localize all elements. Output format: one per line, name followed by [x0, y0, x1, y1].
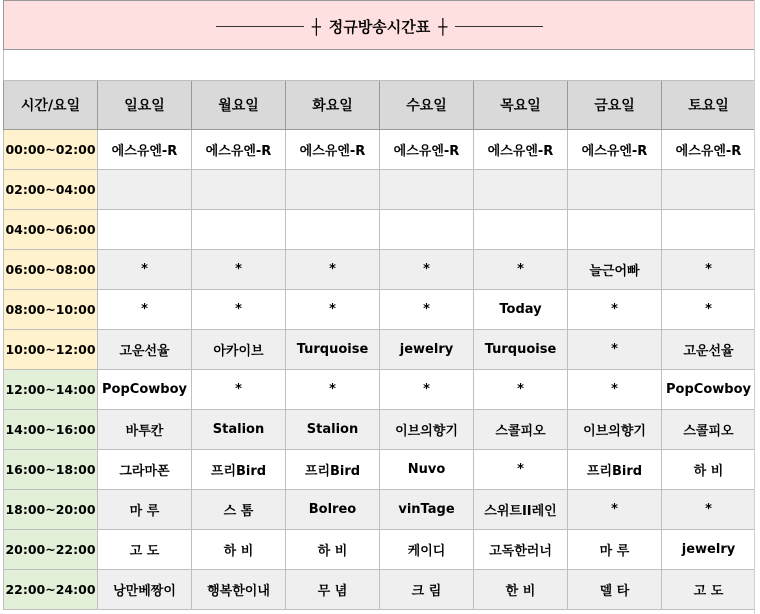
table-row	[4, 570, 756, 610]
table-row	[4, 370, 756, 410]
program-cell[interactable]: 이브의향기	[568, 410, 662, 450]
program-cell[interactable]: 바투칸	[98, 410, 192, 450]
program-cell[interactable]: 마 루	[568, 530, 662, 570]
program-cell[interactable]: *	[568, 330, 662, 370]
program-cell[interactable]: 고운선율	[662, 330, 756, 370]
table-row	[4, 290, 756, 330]
time-slot-cell[interactable]: 14:00~16:00	[4, 410, 98, 450]
table-row	[4, 330, 756, 370]
program-cell[interactable]: 무 념	[286, 570, 380, 610]
table-row	[4, 410, 756, 450]
program-cell[interactable]: 프리Bird	[286, 450, 380, 490]
page-title: 정규방송시간표	[328, 18, 431, 36]
program-cell[interactable]: *	[286, 290, 380, 330]
program-cell[interactable]	[286, 170, 380, 210]
header-day[interactable]: 토요일	[662, 81, 756, 130]
schedule-table	[3, 0, 756, 610]
program-cell[interactable]	[286, 210, 380, 250]
program-cell[interactable]	[192, 170, 286, 210]
time-slot-cell[interactable]: 04:00~06:00	[4, 210, 98, 250]
time-slot-cell[interactable]: 06:00~08:00	[4, 250, 98, 290]
program-cell[interactable]: *	[662, 250, 756, 290]
program-cell[interactable]	[192, 210, 286, 250]
program-cell[interactable]: 크 림	[380, 570, 474, 610]
program-cell[interactable]: *	[98, 250, 192, 290]
blank-cell[interactable]	[4, 50, 756, 81]
time-slot-cell[interactable]: 18:00~20:00	[4, 490, 98, 530]
program-cell[interactable]: vinTage	[380, 490, 474, 530]
table-row	[4, 210, 756, 250]
program-cell[interactable]: 스콜피오	[662, 410, 756, 450]
program-cell[interactable]: *	[662, 490, 756, 530]
time-slot-cell[interactable]: 16:00~18:00	[4, 450, 98, 490]
program-cell[interactable]: *	[568, 290, 662, 330]
program-cell[interactable]: *	[192, 370, 286, 410]
table-row	[4, 250, 756, 290]
program-cell[interactable]	[98, 210, 192, 250]
program-cell[interactable]: 하 비	[662, 450, 756, 490]
program-cell[interactable]	[474, 170, 568, 210]
program-cell[interactable]: PopCowboy	[98, 370, 192, 410]
title-cell[interactable]	[4, 1, 756, 50]
program-cell[interactable]: 하 비	[192, 530, 286, 570]
header-corner[interactable]: 시간/요일	[4, 81, 98, 130]
header-day[interactable]: 수요일	[380, 81, 474, 130]
program-cell[interactable]: *	[568, 490, 662, 530]
table-row	[4, 450, 756, 490]
program-cell[interactable]	[380, 210, 474, 250]
program-cell[interactable]: 낭만베짱이	[98, 570, 192, 610]
program-cell[interactable]	[568, 170, 662, 210]
program-cell[interactable]: 고 도	[662, 570, 756, 610]
header-day[interactable]: 목요일	[474, 81, 568, 130]
program-cell[interactable]	[662, 210, 756, 250]
program-cell[interactable]: *	[380, 290, 474, 330]
program-cell[interactable]	[662, 170, 756, 210]
header-day[interactable]: 화요일	[286, 81, 380, 130]
program-cell[interactable]: 마 루	[98, 490, 192, 530]
program-cell[interactable]: 에스유엔-R	[286, 130, 380, 170]
title-left-rule	[216, 26, 304, 27]
program-cell[interactable]: 델 타	[568, 570, 662, 610]
program-cell[interactable]: 스콜피오	[474, 410, 568, 450]
time-slot-cell[interactable]: 12:00~14:00	[4, 370, 98, 410]
program-cell[interactable]: Today	[474, 290, 568, 330]
table-row	[4, 490, 756, 530]
time-slot-cell[interactable]: 00:00~02:00	[4, 130, 98, 170]
program-cell[interactable]	[98, 170, 192, 210]
program-cell[interactable]: *	[662, 290, 756, 330]
table-row	[4, 130, 756, 170]
program-cell[interactable]: 고운선율	[98, 330, 192, 370]
program-cell[interactable]: 고독한러너	[474, 530, 568, 570]
program-cell[interactable]: *	[98, 290, 192, 330]
program-cell[interactable]: 에스유엔-R	[380, 130, 474, 170]
program-cell[interactable]: *	[474, 250, 568, 290]
program-cell[interactable]: 에스유엔-R	[568, 130, 662, 170]
header-day[interactable]: 월요일	[192, 81, 286, 130]
program-cell[interactable]: *	[474, 370, 568, 410]
program-cell[interactable]	[568, 210, 662, 250]
program-cell[interactable]: 행복한이내	[192, 570, 286, 610]
program-cell[interactable]: *	[192, 290, 286, 330]
program-cell[interactable]: 늘근어빠	[568, 250, 662, 290]
program-cell[interactable]: 한 비	[474, 570, 568, 610]
program-cell[interactable]: 에스유엔-R	[474, 130, 568, 170]
program-cell[interactable]: *	[286, 370, 380, 410]
time-slot-cell[interactable]: 08:00~10:00	[4, 290, 98, 330]
program-cell[interactable]: Turquoise	[474, 330, 568, 370]
time-slot-cell[interactable]: 10:00~12:00	[4, 330, 98, 370]
program-cell[interactable]: *	[380, 250, 474, 290]
program-cell[interactable]: 프리Bird	[568, 450, 662, 490]
program-cell[interactable]: 스위트II레인	[474, 490, 568, 530]
program-cell[interactable]: Stalion	[286, 410, 380, 450]
program-cell[interactable]: Bolreo	[286, 490, 380, 530]
table-row	[4, 530, 756, 570]
program-cell[interactable]: jewelry	[380, 330, 474, 370]
program-cell[interactable]: 케이디	[380, 530, 474, 570]
program-cell[interactable]: *	[286, 250, 380, 290]
program-cell[interactable]: Stalion	[192, 410, 286, 450]
program-cell[interactable]: 하 비	[286, 530, 380, 570]
time-slot-cell[interactable]: 22:00~24:00	[4, 570, 98, 610]
program-cell[interactable]: 고 도	[98, 530, 192, 570]
table-row	[4, 170, 756, 210]
program-cell[interactable]: 아카이브	[192, 330, 286, 370]
program-cell[interactable]: PopCowboy	[662, 370, 756, 410]
title-right-rule	[455, 26, 543, 27]
program-cell[interactable]: *	[380, 370, 474, 410]
header-day[interactable]: 금요일	[568, 81, 662, 130]
program-cell[interactable]: 프리Bird	[192, 450, 286, 490]
program-cell[interactable]: jewelry	[662, 530, 756, 570]
time-slot-cell[interactable]: 20:00~22:00	[4, 530, 98, 570]
program-cell[interactable]: 그라마폰	[98, 450, 192, 490]
program-cell[interactable]: 이브의향기	[380, 410, 474, 450]
program-cell[interactable]: *	[474, 450, 568, 490]
program-cell[interactable]: Nuvo	[380, 450, 474, 490]
program-cell[interactable]	[380, 170, 474, 210]
title-left-cross-icon: ┼	[311, 17, 321, 36]
program-cell[interactable]: 에스유엔-R	[98, 130, 192, 170]
program-cell[interactable]: 에스유엔-R	[662, 130, 756, 170]
program-cell[interactable]: *	[192, 250, 286, 290]
sheet-edge	[754, 0, 760, 614]
program-cell[interactable]: Turquoise	[286, 330, 380, 370]
header-day[interactable]: 일요일	[98, 81, 192, 130]
time-slot-cell[interactable]: 02:00~04:00	[4, 170, 98, 210]
program-cell[interactable]: 에스유엔-R	[192, 130, 286, 170]
program-cell[interactable]	[474, 210, 568, 250]
program-cell[interactable]: *	[568, 370, 662, 410]
title-right-cross-icon: ┼	[438, 17, 448, 36]
program-cell[interactable]: 스 톰	[192, 490, 286, 530]
